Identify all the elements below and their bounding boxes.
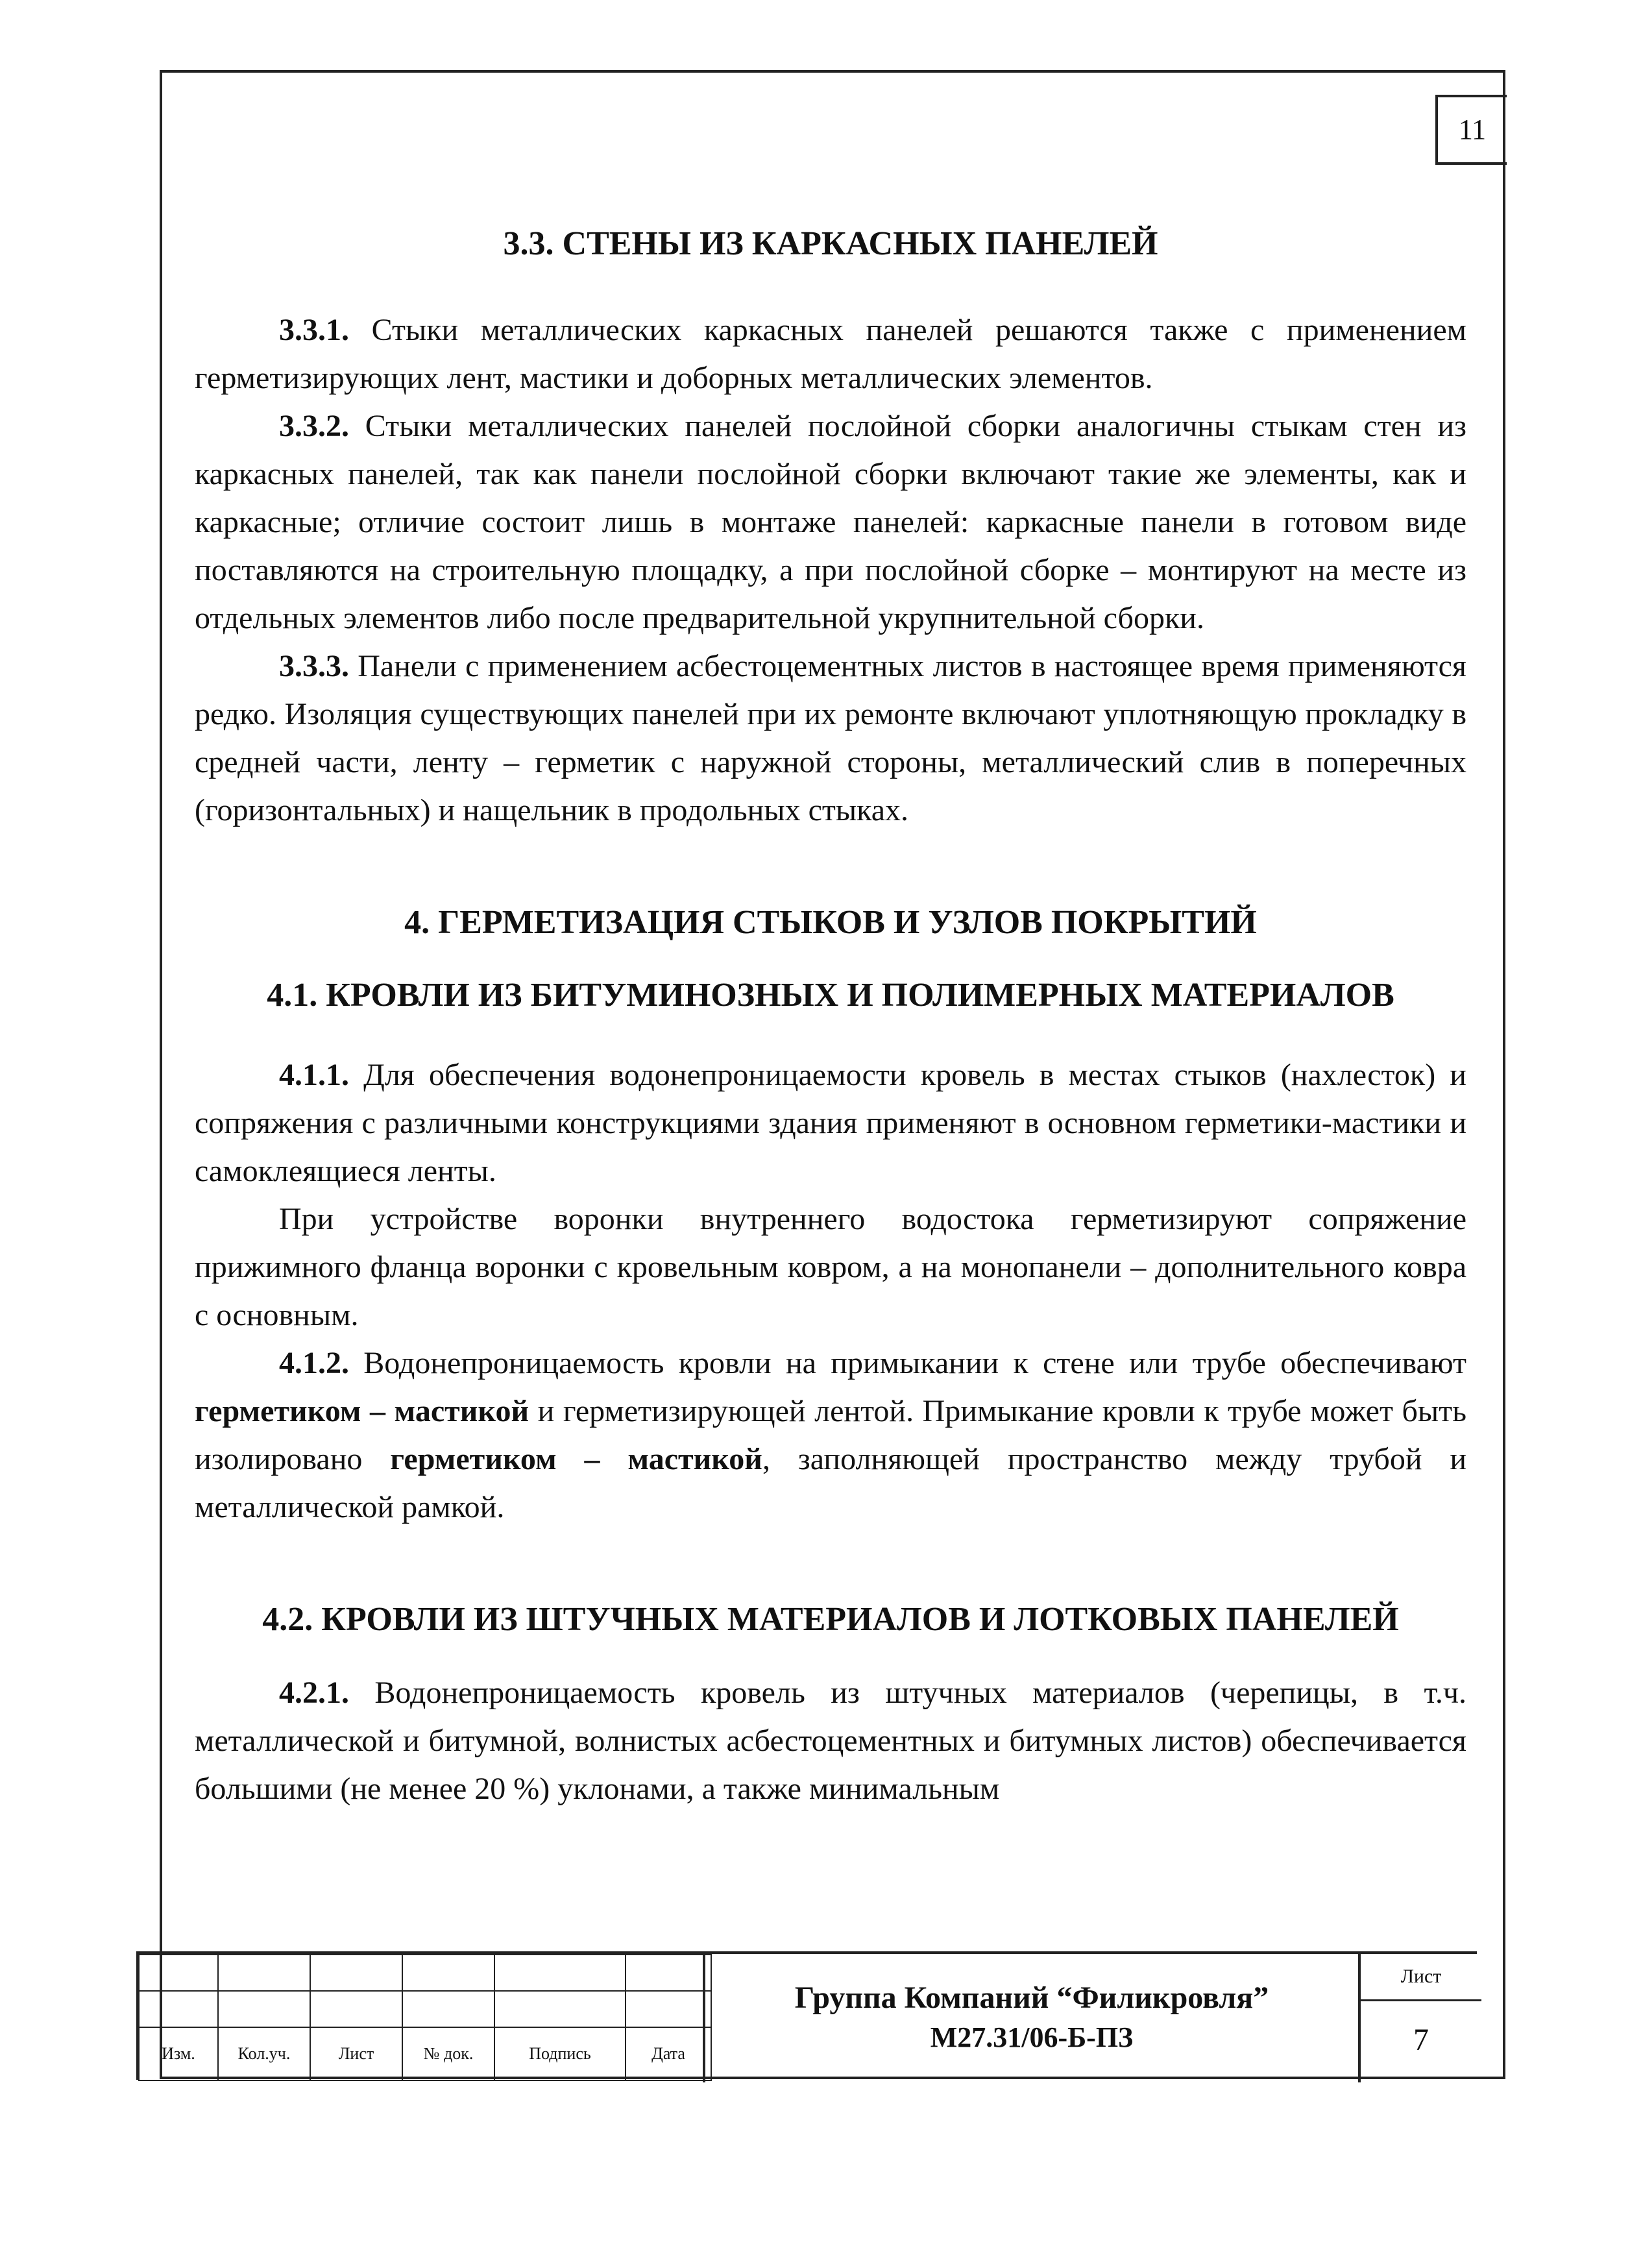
col-izm: Изм. [139,2027,218,2080]
company-block [703,1954,1358,2082]
col-date: Дата [626,2027,711,2080]
document-body [195,221,1466,1813]
paragraph-3-3-1: 3.3.1. Стыки металлических каркасных панелей решаются также с применением герметизирующих лент, мастики и доборных металлических элементов. [195,313,1466,395]
company-name: Группа Компаний “Филикровля” [794,1981,1269,2015]
heading-4-1: 4.1. КРОВЛИ ИЗ БИТУМИНОЗНЫХ И ПОЛИМЕРНЫХ МАТЕРИАЛОВ [267,977,1394,1014]
sheet-label: Лист [1361,1954,1481,2001]
paragraph-3-3-2: 3.3.2. Стыки металлических панелей послойной сборки аналогичны стыкам стен из каркасных панелей, так как панели послойной сборки включают такие же элементы, как и каркасные; отличие состоит лишь в монтаже панелей: каркасные панели в готовом виде поставляются на строительную площадку, а при послойной сборке – монтируют на месте из отдельных элементов либо после предварительной укрупнительной сборки. [195,409,1466,635]
revision-table [138,1954,712,2081]
paragraph-4-1-1: 4.1.1. Для обеспечения водонепроницаемости кровель в местах стыков (нахлесток) и сопряжения с различными конструкциями здания применяют в основном герметики-мастики и самоклеящиеся ленты. [195,1058,1466,1188]
col-list: Лист [310,2027,402,2080]
paragraph-4-2-1: 4.2.1. Водонепроницаемость кровель из штучных материалов (черепицы, в т.ч. металлической и битумной, волнистых асбестоцементных и битумных листов) обеспечивается большими (не менее 20 %) уклонами, а также минимальным [195,1676,1466,1806]
paragraph-4-1-1-b: При устройстве воронки внутреннего водостока герметизируют сопряжение прижимного фланца воронки с кровельным ковром, а на монопанели – дополнительного ковра с основным. [195,1202,1466,1332]
paragraph-3-3-3: 3.3.3. Панели с применением асбестоцементных листов в настоящее время применяются редко. Изоляция существующих панелей при их ремонте включают уплотняющую прокладку в средней части, ленту – герметик с наружной стороны, металлический слив в поперечных (горизонтальных) и нащельник в продольных стыках. [195,649,1466,827]
sheet-number-block [1358,1954,1481,2082]
col-kol-uch: Кол.уч. [218,2027,310,2080]
heading-3-3: 3.3. СТЕНЫ ИЗ КАРКАСНЫХ ПАНЕЛЕЙ [503,225,1158,262]
heading-4-2: 4.2. КРОВЛИ ИЗ ШТУЧНЫХ МАТЕРИАЛОВ И ЛОТКОВЫХ ПАНЕЛЕЙ [262,1601,1399,1638]
title-block-stamp [136,1951,1477,2080]
heading-4: 4. ГЕРМЕТИЗАЦИЯ СТЫКОВ И УЗЛОВ ПОКРЫТИЙ [404,904,1257,941]
paragraph-4-1-2: 4.1.2. Водонепроницаемость кровли на примыкании к стене или трубе обеспечивают герметиком – мастикой и герметизирующей лентой. Примыкание кровли к трубе может быть изолировано герметиком – мастикой, заполняющей пространство между трубой и металлической рамкой. [195,1346,1467,1524]
top-page-number: 11 [1435,95,1507,165]
col-signature: Подпись [494,2027,626,2080]
sheet-value: 7 [1413,2023,1429,2057]
col-doc-number: № док. [402,2027,494,2080]
document-code: М27.31/06-Б-ПЗ [930,2021,1134,2053]
